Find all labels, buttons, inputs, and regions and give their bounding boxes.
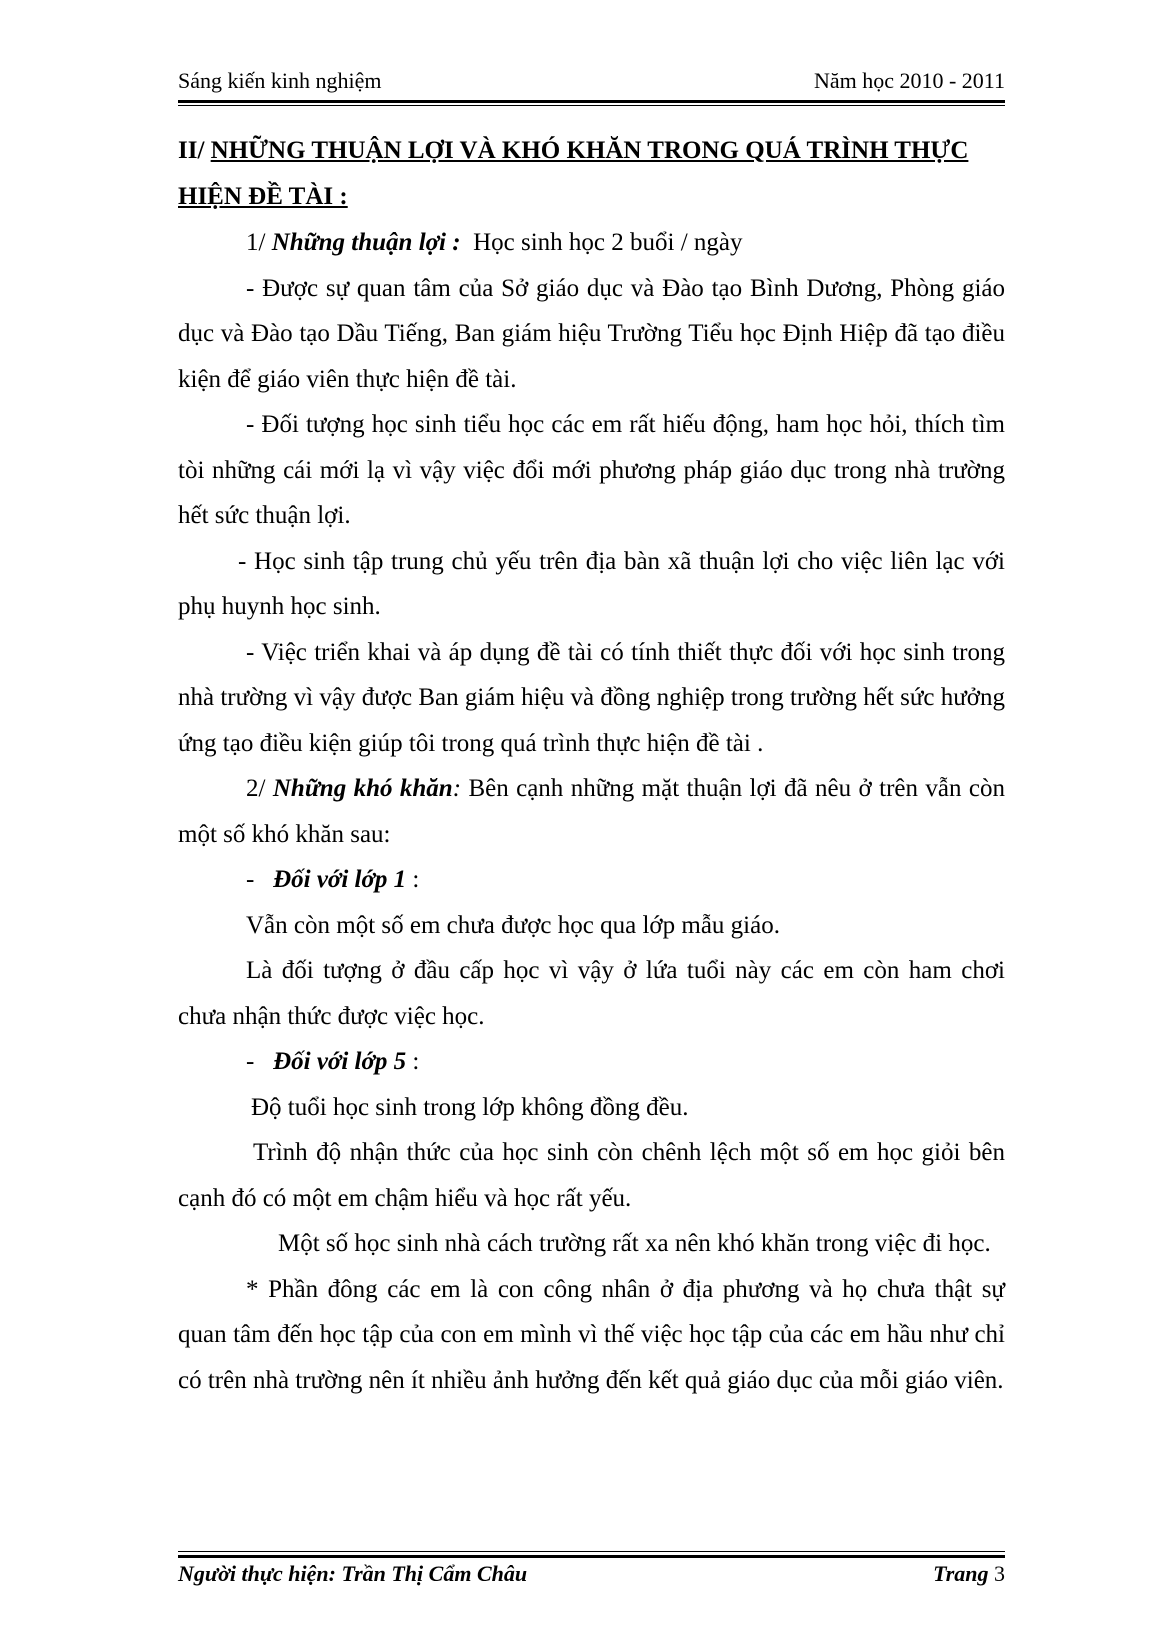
header-school-year: Năm học 2010 - 2011	[813, 68, 1005, 93]
page-body	[178, 128, 1005, 1403]
advantages-number: 1/	[246, 229, 272, 256]
section-heading	[178, 128, 1005, 219]
grade1-label: Đối với lớp 1	[273, 866, 407, 893]
grade5-item: Một số học sinh nhà cách trường rất xa nên khó khăn trong việc đi học.	[278, 1230, 991, 1257]
page-footer	[178, 1561, 1005, 1591]
footer-rule-thick	[178, 1555, 1005, 1558]
difficulties-label: Những khó khăn	[272, 775, 453, 802]
grade5-heading	[178, 1039, 1005, 1085]
advantages-intro: Học sinh học 2 buổi / ngày	[460, 229, 743, 256]
advantages-label: Những thuận lợi :	[271, 229, 461, 256]
grade5-item: Độ tuổi học sinh trong lớp không đồng đều.	[251, 1093, 689, 1121]
grade1-item: Vẫn còn một số em chưa được học qua lớp mẫu giáo.	[246, 911, 780, 939]
grade5-colon: :	[406, 1048, 420, 1075]
grade5-label: Đối với lớp 5	[273, 1048, 407, 1075]
header-rule-thin	[178, 105, 1005, 106]
header-title: Sáng kiến kinh nghiệm	[178, 68, 382, 93]
difficulties-note: * Phần đông các em là con công nhân ở địa phương và họ chưa thật sự quan tâm đến học tập của con em mình vì thế việc học tập của các em hầu như chỉ có trên nhà trường nên ít nhiều ảnh hưởng đến kết quả giáo dục của mỗi giáo viên.	[178, 1275, 1005, 1394]
footer-author: Người thực hiện: Trần Thị Cẩm Châu	[178, 1561, 528, 1586]
section-prefix: II/	[178, 137, 211, 164]
footer-page-label: Trang	[933, 1561, 989, 1586]
advantage-item: - Học sinh tập trung chủ yếu trên địa bàn xã thuận lợi cho việc liên lạc với phụ huynh học sinh.	[178, 547, 1005, 620]
difficulties-number: 2/	[246, 775, 273, 802]
header-rule-thick	[178, 100, 1005, 103]
section-title-line2: HIỆN ĐỀ TÀI :	[178, 182, 348, 210]
section-title-line1: NHỮNG THUẬN LỢI VÀ KHÓ KHĂN TRONG QUÁ TRÌNH THỰC	[210, 137, 969, 164]
grade5-item: Trình độ nhận thức của học sinh còn chênh lệch một số em học giỏi bên cạnh đó có một em chậm hiểu và học rất yếu.	[178, 1139, 1005, 1212]
difficulties-heading	[178, 766, 1005, 857]
grade5-dash: -	[246, 1048, 274, 1075]
footer-page	[933, 1561, 1005, 1587]
advantage-item: - Đối tượng học sinh tiểu học các em rất hiếu động, ham học hỏi, thích tìm tòi những cái mới lạ vì vậy việc đổi mới phương pháp giáo dục trong nhà trường hết sức thuận lợi.	[178, 411, 1005, 529]
footer-page-number: 3	[994, 1561, 1005, 1586]
footer-rule-thin	[178, 1551, 1005, 1552]
difficulties-colon: :	[452, 775, 462, 802]
grade1-item: Là đối tượng ở đầu cấp học vì vậy ở lứa tuổi này các em còn ham chơi chưa nhận thức được việc học.	[178, 957, 1005, 1030]
advantages-heading	[178, 220, 1005, 266]
advantage-item: - Việc triển khai và áp dụng đề tài có tính thiết thực đối với học sinh trong nhà trường vì vậy được Ban giám hiệu và đồng nghiệp trong trường hết sức hưởng ứng tạo điều kiện giúp tôi trong quá trình thực hiện đề tài .	[178, 638, 1005, 757]
grade1-colon: :	[406, 866, 420, 893]
difficulties-intro: Bên cạnh những mặt thuận lợi đã nêu ở trên vẫn còn một số khó khăn sau:	[178, 775, 1005, 848]
advantage-item: - Được sự quan tâm của Sở giáo dục và Đào tạo Bình Dương, Phòng giáo dục và Đào tạo Dầu Tiếng, Ban giám hiệu Trường Tiểu học Định Hiệp đã tạo điều kiện để giáo viên thực hiện đề tài.	[178, 274, 1005, 393]
grade1-dash: -	[246, 866, 274, 893]
grade1-heading	[178, 857, 1005, 903]
